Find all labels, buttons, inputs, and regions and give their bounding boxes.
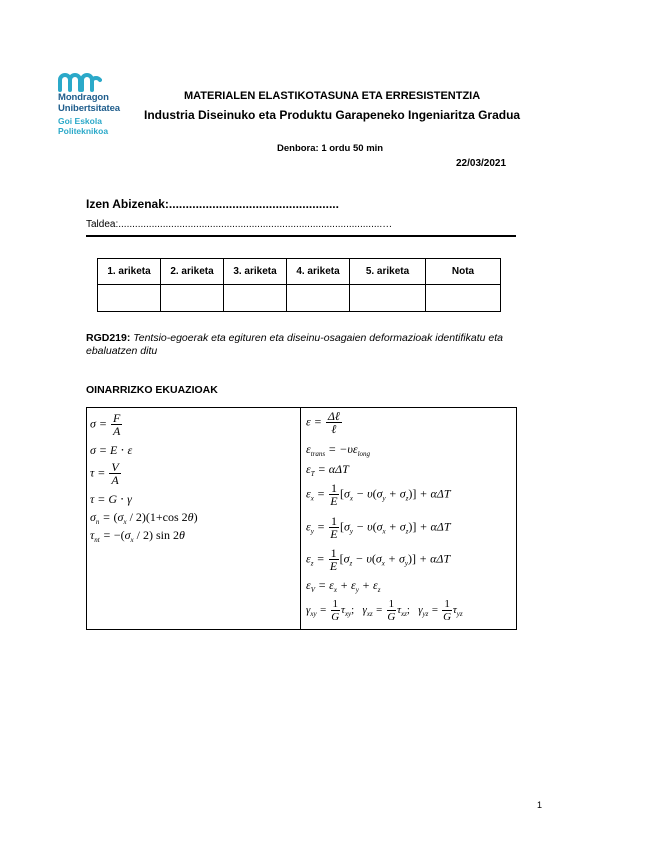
degree-subtitle: Industria Diseinuko eta Produktu Garapeneko Ingeniaritza Gradua xyxy=(144,108,521,122)
marks-header-2: 2. ariketa xyxy=(161,259,224,285)
eq-strain: ε = $\frac{\text{Δℓ}}{\text{ℓ}}$ xyxy=(306,409,340,436)
equations-heading: OINARRIZKO EKUAZIOAK xyxy=(86,384,218,396)
marks-header-3: 3. ariketa xyxy=(224,259,287,285)
eq-shear-hooke: τ = G ⋅ γ xyxy=(90,492,132,506)
eq-strain-y: $\varepsilon_y$ = $\frac{1}{E}$ $[\sigma_y - \upsilon(\sigma_x + \sigma_z)] + \alpha\Delta T$ xyxy=(306,514,451,541)
marks-cell-3[interactable] xyxy=(224,285,287,312)
eq-strain-z: $\varepsilon_z$ = $\frac{1}{E}$ $[\sigma_z - \upsilon(\sigma_x + \sigma_y)] + \alpha\Delta T$ xyxy=(306,546,451,573)
competence-code: RGD219: xyxy=(86,332,131,344)
eq-strain-x: $\varepsilon_x$ = $\frac{1}{E}$ $[\sigma_x - \upsilon(\sigma_y + \sigma_z)] + \alpha\Delta T$ xyxy=(306,481,451,508)
eq-thermal-strain: $\varepsilon_T = \alpha\Delta T$ xyxy=(306,462,349,478)
name-field[interactable] xyxy=(86,197,339,211)
marks-cell-2[interactable] xyxy=(161,285,224,312)
marks-header-1: 1. ariketa xyxy=(98,259,161,285)
marks-table xyxy=(97,258,501,312)
marks-cell-4[interactable] xyxy=(287,285,350,312)
eq-hooke: σ = E ⋅ ε xyxy=(90,443,133,457)
group-dots: :...............................................................................................… xyxy=(115,219,393,230)
eq-oblique-shear: $\tau_{nt} = -(\sigma_x / 2)$ sin 2θ xyxy=(90,528,185,544)
logo-text-unibertsitatea: Unibertsitatea xyxy=(58,103,120,114)
marks-cell-nota[interactable] xyxy=(426,285,501,312)
eq-shear-stress: τ = $\frac{V}{A}$ xyxy=(90,460,119,487)
eq-normal-stress: σ = $\frac{F}{A}$ xyxy=(90,411,121,438)
competence-statement xyxy=(86,332,518,358)
logo-text-politeknikoa: Politeknikoa xyxy=(58,126,109,136)
equations-divider xyxy=(300,407,301,629)
marks-score-row xyxy=(98,285,501,312)
eq-shear-strains: $\gamma_{xy}$ = $\frac{1}{G}$ $\tau_{xy}$; $\gamma_{xz}$ = $\frac{1}{G}$ $\tau_{xz}$; $\gamma_{yz}$ = $\frac{1}{G}$ $\tau_{yz}$ xyxy=(306,598,463,623)
marks-header-row xyxy=(98,259,501,285)
marks-header-nota: Nota xyxy=(426,259,501,285)
page-number: 1 xyxy=(537,800,543,810)
exam-duration: Denbora: 1 ordu 50 min xyxy=(277,143,384,154)
name-label: Izen Abizenak: xyxy=(86,197,169,211)
marks-cell-5[interactable] xyxy=(350,285,426,312)
eq-volumetric-strain: $\varepsilon_V = \varepsilon_x + \varepsilon_y + \varepsilon_z$ xyxy=(306,578,381,594)
eq-transverse-strain: $\varepsilon_{trans} = -\upsilon\varepsilon_{long}$ xyxy=(306,442,371,458)
marks-header-5: 5. ariketa xyxy=(350,259,426,285)
marks-header-4: 4. ariketa xyxy=(287,259,350,285)
exam-date: 22/03/2021 xyxy=(456,158,507,169)
header-divider xyxy=(86,235,516,237)
group-field[interactable] xyxy=(86,219,392,230)
competence-text: Tentsio-egoerak eta egituren eta diseinu-osagaien deformazioak identifikatu eta ebaluatzen ditu xyxy=(86,332,503,357)
marks-cell-1[interactable] xyxy=(98,285,161,312)
eq-oblique-normal: $\sigma_n = (\sigma_x / 2)(1+\cos$ 2θ) xyxy=(90,510,198,526)
course-title: MATERIALEN ELASTIKOTASUNA ETA ERRESISTENTZIA xyxy=(184,90,481,102)
university-logo xyxy=(58,72,148,136)
name-dots: ................................................... xyxy=(168,197,339,211)
group-label: Taldea xyxy=(86,219,116,230)
logo-text-mondragon: Mondragon xyxy=(58,92,109,103)
mondragon-logo-icon xyxy=(58,72,102,92)
logo-text-goi-eskola: Goi Eskola xyxy=(58,116,102,126)
